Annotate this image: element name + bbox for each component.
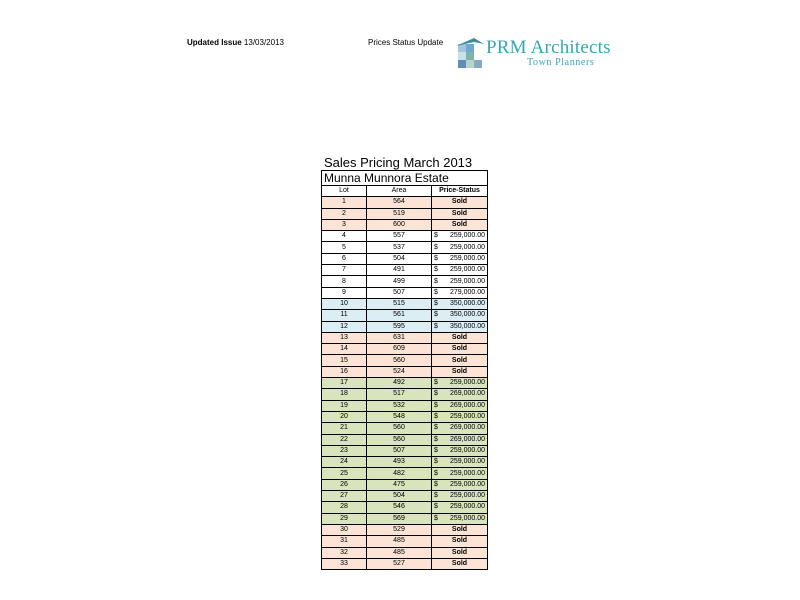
lot-cell: 16 <box>322 366 367 377</box>
price-status-cell: Sold <box>432 197 488 208</box>
currency-symbol: $ <box>434 435 438 443</box>
lot-cell: 19 <box>322 400 367 411</box>
price-status-cell: Sold <box>432 524 488 535</box>
price-status-cell: Sold <box>432 332 488 343</box>
lot-cell: 22 <box>322 434 367 445</box>
price-status-cell <box>432 434 488 445</box>
price-amount: 259,000.00 <box>449 480 485 488</box>
area-cell: 600 <box>367 219 432 230</box>
col-lot-header: Lot <box>322 186 367 197</box>
price-status-cell: Sold <box>432 558 488 569</box>
logo-mark-icon <box>456 38 486 70</box>
table-row <box>322 389 488 400</box>
area-cell: 515 <box>367 298 432 309</box>
price-status-cell: Sold <box>432 344 488 355</box>
price-amount: 259,000.00 <box>449 232 485 240</box>
lot-cell: 14 <box>322 344 367 355</box>
table-row <box>322 457 488 468</box>
sheet-title: Sales Pricing March 2013 <box>324 155 473 170</box>
area-cell: 491 <box>367 265 432 276</box>
price-status-cell <box>432 423 488 434</box>
currency-symbol: $ <box>434 300 438 308</box>
price-amount: 259,000.00 <box>449 492 485 500</box>
table-row <box>322 400 488 411</box>
lot-cell: 2 <box>322 208 367 219</box>
col-price-header: Price-Status <box>432 186 488 197</box>
table-row <box>322 265 488 276</box>
lot-cell: 13 <box>322 332 367 343</box>
estate-row <box>322 171 488 186</box>
table-body <box>322 197 488 570</box>
status-title: Prices Status Update <box>368 38 444 47</box>
price-status-cell: Sold <box>432 547 488 558</box>
area-cell: 507 <box>367 287 432 298</box>
price-amount: 259,000.00 <box>449 379 485 387</box>
price-status-cell <box>432 253 488 264</box>
lot-cell: 11 <box>322 310 367 321</box>
issue-date: 13/03/2013 <box>243 38 284 47</box>
currency-symbol: $ <box>434 492 438 500</box>
area-cell: 548 <box>367 411 432 422</box>
price-amount: 259,000.00 <box>449 243 485 251</box>
lot-cell: 30 <box>322 524 367 535</box>
currency-symbol: $ <box>434 514 438 522</box>
table-row <box>322 332 488 343</box>
price-amount: 259,000.00 <box>449 254 485 262</box>
lot-cell: 12 <box>322 321 367 332</box>
area-cell: 557 <box>367 231 432 242</box>
price-amount: 350,000.00 <box>449 300 485 308</box>
currency-symbol: $ <box>434 503 438 511</box>
price-amount: 279,000.00 <box>449 288 485 296</box>
area-cell: 537 <box>367 242 432 253</box>
price-status-cell <box>432 389 488 400</box>
price-amount: 259,000.00 <box>449 469 485 477</box>
lot-cell: 8 <box>322 276 367 287</box>
price-status-cell <box>432 400 488 411</box>
currency-symbol: $ <box>434 266 438 274</box>
lot-cell: 32 <box>322 547 367 558</box>
currency-symbol: $ <box>434 379 438 387</box>
price-status-cell: Sold <box>432 219 488 230</box>
area-cell: 532 <box>367 400 432 411</box>
price-amount: 269,000.00 <box>449 401 485 409</box>
table-row <box>322 468 488 479</box>
logo-name: PRM Architects <box>486 37 611 58</box>
area-cell: 493 <box>367 457 432 468</box>
area-cell: 499 <box>367 276 432 287</box>
lot-cell: 23 <box>322 445 367 456</box>
pricing-table <box>321 170 488 570</box>
estate-name: Munna Munnora Estate <box>322 171 488 186</box>
price-status-cell: Sold <box>432 366 488 377</box>
area-cell: 609 <box>367 344 432 355</box>
table-row <box>322 298 488 309</box>
price-status-cell <box>432 265 488 276</box>
lot-cell: 3 <box>322 219 367 230</box>
currency-symbol: $ <box>434 288 438 296</box>
table-row <box>322 547 488 558</box>
price-status-cell <box>432 378 488 389</box>
price-status-cell: Sold <box>432 355 488 366</box>
area-cell: 524 <box>367 366 432 377</box>
area-cell: 631 <box>367 332 432 343</box>
currency-symbol: $ <box>434 413 438 421</box>
table-row <box>322 310 488 321</box>
area-cell: 561 <box>367 310 432 321</box>
area-cell: 507 <box>367 445 432 456</box>
table-row <box>322 434 488 445</box>
area-cell: 492 <box>367 378 432 389</box>
price-amount: 259,000.00 <box>449 514 485 522</box>
area-cell: 529 <box>367 524 432 535</box>
lot-cell: 26 <box>322 479 367 490</box>
lot-cell: 18 <box>322 389 367 400</box>
area-cell: 475 <box>367 479 432 490</box>
table-row <box>322 208 488 219</box>
price-status-cell <box>432 298 488 309</box>
price-status-cell: Sold <box>432 536 488 547</box>
price-status-cell <box>432 445 488 456</box>
area-cell: 560 <box>367 423 432 434</box>
lot-cell: 1 <box>322 197 367 208</box>
price-amount: 350,000.00 <box>449 322 485 330</box>
table-row <box>322 536 488 547</box>
currency-symbol: $ <box>434 458 438 466</box>
lot-cell: 25 <box>322 468 367 479</box>
area-cell: 569 <box>367 513 432 524</box>
table-row <box>322 287 488 298</box>
lot-cell: 21 <box>322 423 367 434</box>
price-status-cell <box>432 479 488 490</box>
area-cell: 519 <box>367 208 432 219</box>
lot-cell: 7 <box>322 265 367 276</box>
table-row <box>322 197 488 208</box>
lot-cell: 20 <box>322 411 367 422</box>
price-status-cell <box>432 321 488 332</box>
table-row <box>322 445 488 456</box>
price-amount: 269,000.00 <box>449 435 485 443</box>
price-status-cell <box>432 491 488 502</box>
table-row <box>322 411 488 422</box>
lot-cell: 5 <box>322 242 367 253</box>
lot-cell: 10 <box>322 298 367 309</box>
table-row <box>322 558 488 569</box>
column-header-row <box>322 186 488 197</box>
price-amount: 259,000.00 <box>449 458 485 466</box>
price-status-cell <box>432 287 488 298</box>
table-row <box>322 524 488 535</box>
table-row <box>322 231 488 242</box>
table-row <box>322 321 488 332</box>
lot-cell: 27 <box>322 491 367 502</box>
area-cell: 485 <box>367 547 432 558</box>
table-row <box>322 423 488 434</box>
table-row <box>322 378 488 389</box>
currency-symbol: $ <box>434 277 438 285</box>
table-row <box>322 344 488 355</box>
lot-cell: 24 <box>322 457 367 468</box>
currency-symbol: $ <box>434 311 438 319</box>
currency-symbol: $ <box>434 480 438 488</box>
lot-cell: 29 <box>322 513 367 524</box>
area-cell: 482 <box>367 468 432 479</box>
area-cell: 504 <box>367 491 432 502</box>
area-cell: 485 <box>367 536 432 547</box>
table-row <box>322 253 488 264</box>
lot-cell: 9 <box>322 287 367 298</box>
price-amount: 259,000.00 <box>449 446 485 454</box>
area-cell: 546 <box>367 502 432 513</box>
area-cell: 504 <box>367 253 432 264</box>
table-row <box>322 276 488 287</box>
lot-cell: 4 <box>322 231 367 242</box>
area-cell: 517 <box>367 389 432 400</box>
table-row <box>322 479 488 490</box>
area-cell: 560 <box>367 434 432 445</box>
price-amount: 269,000.00 <box>449 390 485 398</box>
prm-logo <box>456 36 626 72</box>
issue-label: Updated Issue <box>187 38 242 47</box>
price-status-cell <box>432 242 488 253</box>
price-status-cell <box>432 513 488 524</box>
price-status-cell <box>432 457 488 468</box>
price-amount: 259,000.00 <box>449 266 485 274</box>
lot-cell: 28 <box>322 502 367 513</box>
currency-symbol: $ <box>434 243 438 251</box>
currency-symbol: $ <box>434 322 438 330</box>
price-status-cell <box>432 502 488 513</box>
price-status-cell <box>432 310 488 321</box>
currency-symbol: $ <box>434 446 438 454</box>
price-amount: 269,000.00 <box>449 424 485 432</box>
currency-symbol: $ <box>434 401 438 409</box>
lot-cell: 17 <box>322 378 367 389</box>
price-status-cell: Sold <box>432 208 488 219</box>
lot-cell: 31 <box>322 536 367 547</box>
price-status-cell <box>432 276 488 287</box>
price-amount: 350,000.00 <box>449 311 485 319</box>
table-row <box>322 491 488 502</box>
currency-symbol: $ <box>434 254 438 262</box>
price-status-cell <box>432 468 488 479</box>
table-row <box>322 242 488 253</box>
price-amount: 259,000.00 <box>449 277 485 285</box>
currency-symbol: $ <box>434 232 438 240</box>
currency-symbol: $ <box>434 424 438 432</box>
col-area-header: Area <box>367 186 432 197</box>
lot-cell: 15 <box>322 355 367 366</box>
currency-symbol: $ <box>434 390 438 398</box>
table-row <box>322 219 488 230</box>
table-row <box>322 513 488 524</box>
price-amount: 259,000.00 <box>449 413 485 421</box>
lot-cell: 33 <box>322 558 367 569</box>
lot-cell: 6 <box>322 253 367 264</box>
price-amount: 259,000.00 <box>449 503 485 511</box>
price-status-cell <box>432 231 488 242</box>
logo-subtitle: Town Planners <box>527 57 595 68</box>
currency-symbol: $ <box>434 469 438 477</box>
area-cell: 527 <box>367 558 432 569</box>
area-cell: 564 <box>367 197 432 208</box>
table-row <box>322 355 488 366</box>
area-cell: 595 <box>367 321 432 332</box>
price-status-cell <box>432 411 488 422</box>
issue-line <box>187 38 284 47</box>
table-row <box>322 502 488 513</box>
area-cell: 560 <box>367 355 432 366</box>
table-row <box>322 366 488 377</box>
